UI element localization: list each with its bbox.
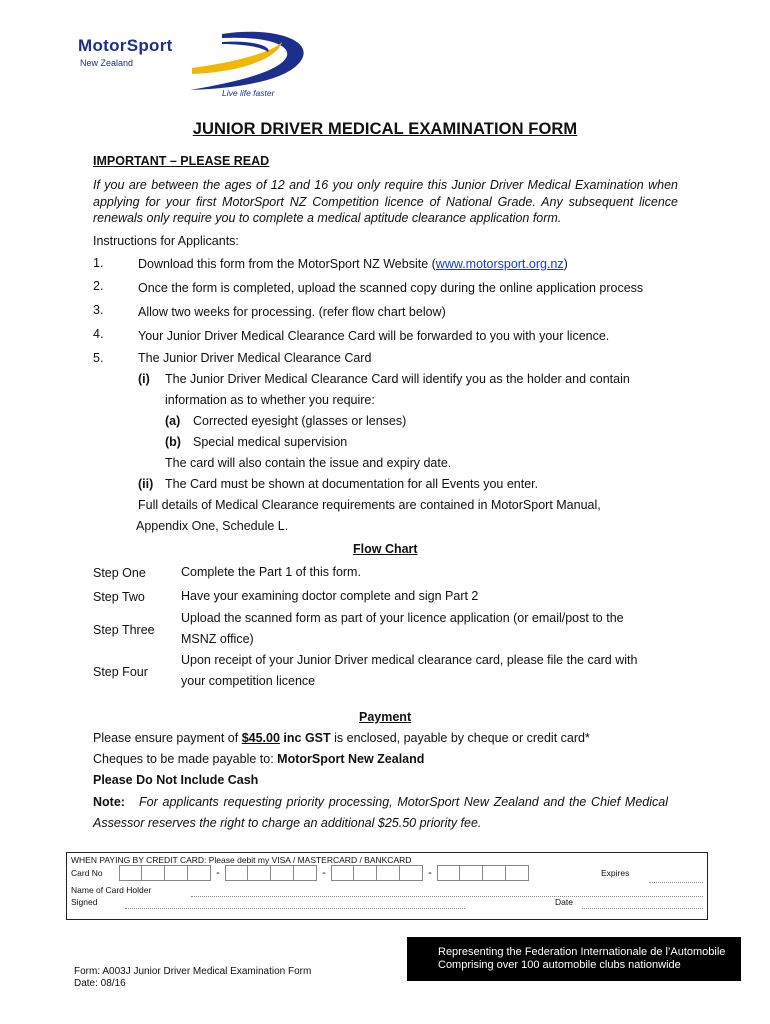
credit-card-heading: WHEN PAYING BY CREDIT CARD: Please debit my VISA / MASTERCARD / BANKCARD (71, 855, 412, 865)
date-field[interactable] (582, 907, 703, 909)
card-digit-box[interactable] (437, 865, 460, 881)
step-one-label: Step One (93, 566, 146, 580)
item-number: 1. (93, 256, 104, 270)
priority-note (93, 792, 668, 834)
card-no-label: Card No (71, 868, 103, 878)
sub-b-text: Special medical supervision (193, 435, 348, 449)
instruction-item-5: The Junior Driver Medical Clearance Card (138, 351, 372, 365)
step-three-desc-2: MSNZ office) (181, 632, 254, 646)
banner-line-2: Comprising over 100 automobile clubs nationwide (438, 959, 681, 971)
logo-name: MotorSport (78, 36, 173, 55)
card-digit-box[interactable] (460, 865, 483, 881)
cheques-text: Cheques to be made payable to: (93, 752, 278, 766)
full-details-line1: Full details of Medical Clearance requirements are contained in MotorSport Manual, (138, 498, 601, 512)
sub-i-line2: information as to whether you require: (165, 393, 375, 407)
item-number: 3. (93, 303, 104, 317)
sub-i-line1: The Junior Driver Medical Clearance Card will identify you as the holder and contain (165, 372, 630, 386)
instruction-item-3: Allow two weeks for processing. (refer flow chart below) (138, 305, 446, 319)
flow-chart-heading: Flow Chart (353, 542, 418, 556)
step-three-desc-1: Upload the scanned form as part of your licence application (or email/post to the (181, 611, 624, 625)
card-digit-box[interactable] (271, 865, 294, 881)
cheques-line (93, 752, 424, 766)
card-digit-box[interactable] (483, 865, 506, 881)
step-two-desc: Have your examining doctor complete and sign Part 2 (181, 589, 479, 603)
card-dash: - (216, 867, 220, 879)
payment-amount: $45.00 (241, 731, 280, 745)
expires-label: Expires (601, 868, 630, 878)
item-number: 4. (93, 327, 104, 341)
card-digit-box[interactable] (188, 865, 211, 881)
item-1-text: Download this form from the MotorSport NZ Website ( (138, 257, 436, 271)
card-digit-box[interactable] (165, 865, 188, 881)
card-digit-box[interactable] (354, 865, 377, 881)
payment-amount-line (93, 731, 590, 745)
no-cash-notice: Please Do Not Include Cash (93, 773, 259, 787)
motorsport-nz-logo (72, 28, 312, 100)
step-three-label: Step Three (93, 623, 155, 637)
banner-line-1: Representing the Federation Internationale de l’Automobile (438, 946, 726, 958)
payment-heading: Payment (359, 710, 412, 724)
card-digit-box[interactable] (142, 865, 165, 881)
step-four-label: Step Four (93, 665, 148, 679)
signed-label: Signed (71, 897, 98, 907)
sub-ii-label: (ii) (138, 477, 154, 491)
credit-card-box (66, 852, 708, 920)
date-label: Date (555, 897, 573, 907)
item-1-close: ) (563, 257, 568, 271)
item-number: 5. (93, 351, 104, 365)
logo-tagline: Live life faster (222, 88, 275, 98)
expires-field[interactable] (649, 881, 703, 883)
step-four-desc-2: your competition licence (181, 674, 316, 688)
card-digit-box[interactable] (119, 865, 142, 881)
intro-paragraph: If you are between the ages of 12 and 16 you only require this Junior Driver Medical Examination when applying for your first MotorSport NZ Competition licence of National Grade. Any subsequent licence renewals only require you to complete a medical aptitude clearance application form. (93, 178, 678, 225)
card-digit-box[interactable] (400, 865, 423, 881)
card-digit-box[interactable] (331, 865, 354, 881)
card-digit-box[interactable] (225, 865, 248, 881)
card-dash: - (322, 867, 326, 879)
sub-b-label: (b) (165, 435, 181, 449)
instruction-item-2: Once the form is completed, upload the scanned copy during the online application process (138, 281, 644, 295)
step-two-label: Step Two (93, 590, 145, 604)
fia-banner (407, 937, 741, 981)
footer-date: Date: 08/16 (74, 978, 126, 989)
payment-text-after: is enclosed, payable by cheque or credit card* (330, 731, 590, 745)
step-four-desc-1: Upon receipt of your Junior Driver medical clearance card, please file the card with (181, 653, 638, 667)
payment-text: Please ensure payment of (93, 731, 242, 745)
instructions-heading: Instructions for Applicants: (93, 234, 239, 248)
card-digit-box[interactable] (377, 865, 400, 881)
sub-ii-text: The Card must be shown at documentation for all Events you enter. (165, 477, 539, 491)
item-number: 2. (93, 279, 104, 293)
sub-a-text: Corrected eyesight (glasses or lenses) (193, 414, 407, 428)
card-number-boxes[interactable] (119, 865, 529, 881)
instruction-item-4: Your Junior Driver Medical Clearance Card will be forwarded to you with your licence. (138, 329, 610, 343)
card-holder-label: Name of Card Holder (71, 885, 152, 895)
payment-gst: inc GST (279, 731, 331, 745)
note-label: Note: (93, 795, 125, 809)
payee-name: MotorSport New Zealand (277, 752, 425, 766)
card-dash: - (428, 867, 432, 879)
sub-a-label: (a) (165, 414, 181, 428)
step-one-desc: Complete the Part 1 of this form. (181, 565, 361, 579)
logo-sub: New Zealand (80, 58, 134, 68)
instruction-item-1 (138, 257, 568, 271)
card-holder-field[interactable] (191, 895, 703, 897)
page-title: JUNIOR DRIVER MEDICAL EXAMINATION FORM (192, 120, 578, 138)
card-digit-box[interactable] (248, 865, 271, 881)
important-heading: IMPORTANT – PLEASE READ (93, 154, 270, 168)
card-digit-box[interactable] (506, 865, 529, 881)
card-digit-box[interactable] (294, 865, 317, 881)
full-details-line2: Appendix One, Schedule L. (136, 519, 289, 533)
signature-field[interactable] (125, 907, 465, 909)
footer-form-id: Form: A003J Junior Driver Medical Examination Form (74, 966, 312, 977)
form-footer (74, 966, 311, 990)
card-dates-text: The card will also contain the issue and expiry date. (165, 456, 452, 470)
website-link[interactable]: www.motorsport.org.nz (435, 257, 564, 271)
note-text: For applicants requesting priority processing, MotorSport New Zealand and the Chief Medical Assessor reserves the right to charge an additional $25.50 priority fee. (93, 795, 668, 830)
sub-i-label: (i) (138, 372, 150, 386)
